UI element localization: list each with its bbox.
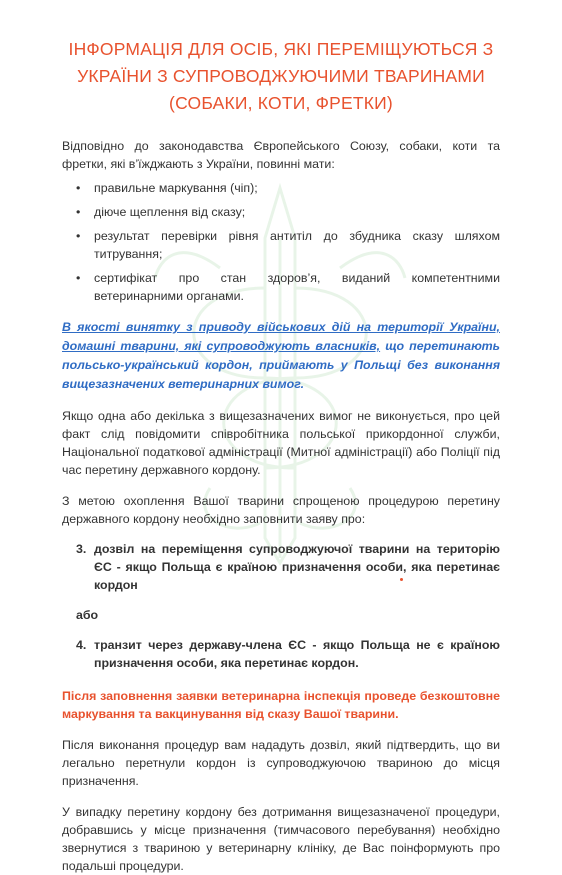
list-item: • сертифікат про стан здоров’я, виданий компетентними ветеринарними органами. (76, 271, 500, 303)
intro-paragraph: Відповідно до законодавства Європейського Союзу, собаки, коти та фретки, які в’їжджають з України, повинні мати: (62, 139, 500, 171)
exception-paragraph: В якості винятку з приводу військових дій на території України, домашні тварини, які супроводжують власників, що перетинають польсько-український кордон, приймають у Польщі без виконання вищезазначених ветеринарних вимог. (62, 320, 500, 391)
after-paragraph: Після виконання процедур вам нададуть дозвіл, який підтвердить, що ви легально перетнули кордон із супроводжуючою твариною до місця призначення. (62, 738, 500, 788)
bullet-dot-icon: • (76, 229, 81, 243)
requirements-list (62, 179, 500, 305)
option-item: 3. дозвіл на переміщення супроводжуючої тварини на територію ЄС - якщо Польща є країною призначення особи, яка перетинає кордон (76, 542, 500, 592)
bullet-dot-icon: • (76, 205, 81, 219)
options-list (62, 636, 500, 672)
page-title: ІНФОРМАЦІЯ ДЛЯ ОСІБ, ЯКІ ПЕРЕМІЩУЮТЬСЯ З УКРАЇНИ З СУПРОВОДЖУЮЧИМИ ТВАРИНАМИ (СОБАКИ, КОТИ, ФРЕТКИ) (68, 39, 494, 113)
options-list (62, 540, 500, 594)
list-item: • діюче щеплення від сказу; (76, 205, 246, 219)
inspection-paragraph: Після заповнення заявки ветеринарна інспекція проведе безкоштовне маркування та вакцинування від сказу Вашої тварини. (62, 689, 500, 721)
form-intro-paragraph: З метою охоплення Вашої тварини спрощеною процедурою перетину державного кордону необхідно заповнити заяву про: (62, 494, 500, 526)
list-item: • результат перевірки рівня антитіл до збудника сказу шляхом титрування; (76, 229, 500, 261)
or-label: або (76, 608, 99, 622)
list-item: • правильне маркування (чіп); (76, 181, 258, 195)
option-item: 4. транзит через державу-члена ЄС - якщо Польща не є країною призначення особи, яка перетинає кордон. (76, 638, 500, 670)
bullet-dot-icon: • (76, 181, 81, 195)
bullet-dot-icon: • (76, 271, 81, 285)
notice-paragraph: Якщо одна або декілька з вищезазначених вимог не виконується, про цей факт слід повідомити співробітника польської прикордонної служби, Національної податкової адміністрації (Митної адміністрації) або Поліції під час перетину державного кордону. (62, 409, 500, 477)
violation-paragraph: У випадку перетину кордону без дотримання вищезазначеної процедури, добравшись у місце призначення (тимчасового перебування) необхідно звернутися з твариною у ветеринарну клініку, де Вас поінформують про подальші процедури. (62, 805, 500, 873)
